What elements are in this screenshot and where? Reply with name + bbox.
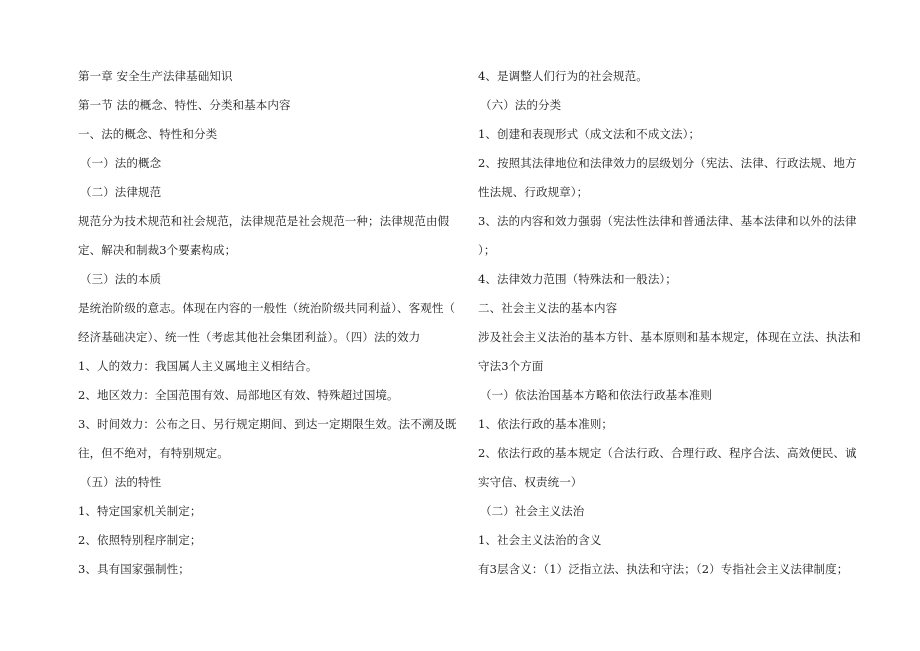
paragraph-line: 有3层含义：（1）泛指立法、执法和守法；（2）专指社会主义法律制度； — [478, 562, 849, 576]
paragraph-line: 定、解决和制裁3个要素构成； — [78, 243, 237, 257]
list-item: 2、依照特别程序制定； — [78, 533, 202, 547]
right-column — [478, 62, 863, 584]
paragraph-line: 守法3个方面 — [478, 359, 544, 373]
list-item: 3、具有国家强制性； — [78, 562, 190, 576]
paragraph-line: ）； — [478, 243, 496, 257]
list-item: 1、特定国家机关制定； — [78, 504, 202, 518]
paragraph-line: 涉及社会主义法治的基本方针、基本原则和基本规定，体现在立法、执法和 — [478, 330, 861, 344]
list-item: 1、人的效力：我国属人主义属地主义相结合。 — [78, 359, 318, 373]
list-item: 3、时间效力：公布之日、另行规定期间、到达一定期限生效。法不溯及既 — [78, 417, 457, 431]
item-heading: （二）社会主义法治 — [480, 504, 585, 518]
item-heading: （一）依法治国基本方略和依法行政基本准则 — [480, 388, 712, 402]
list-item: 1、创建和表现形式（成文法和不成文法）； — [478, 127, 701, 141]
item-heading: （一）法的概念 — [80, 156, 162, 170]
section-title: 第一节 法的概念、特性、分类和基本内容 — [78, 98, 291, 112]
list-item: 2、地区效力：全国范围有效、局部地区有效、特殊超过国境。 — [78, 388, 399, 402]
paragraph-line: 是统治阶级的意志。体现在内容的一般性（统治阶级共同利益）、客观性（ — [78, 301, 456, 315]
list-item: 2、依法行政的基本规定（合法行政、合理行政、程序合法、高效便民、诚 — [478, 446, 857, 460]
item-heading: （三）法的本质 — [80, 272, 162, 286]
list-item: 4、法律效力范围（特殊法和一般法）； — [478, 272, 677, 286]
item-heading: （五）法的特性 — [80, 475, 162, 489]
subsection-heading: 一、法的概念、特性和分类 — [78, 127, 218, 141]
item-heading: （六）法的分类 — [480, 98, 562, 112]
list-item: 2、按照其法律地位和法律效力的层级划分（宪法、法律、行政法规、地方 — [478, 156, 857, 170]
item-heading: （二）法律规范 — [80, 185, 162, 199]
list-item: 1、社会主义法治的含义 — [478, 533, 602, 547]
list-item: 3、法的内容和效力强弱（宪法性法律和普通法律、基本法律和以外的法律 — [478, 214, 857, 228]
paragraph-line: 规范分为技术规范和社会规范，法律规范是社会规范一种；法律规范由假 — [78, 214, 450, 228]
paragraph-line: 实守信、权责统一） — [478, 475, 583, 489]
list-item: 4、是调整人们行为的社会规范。 — [478, 69, 648, 83]
paragraph-line: 经济基础决定）、统一性（考虑其他社会集团利益）。（四）法的效力 — [78, 330, 421, 344]
subsection-heading: 二、社会主义法的基本内容 — [478, 301, 618, 315]
left-column — [78, 62, 463, 584]
paragraph-line: 往，但不绝对，有特别规定。 — [78, 446, 229, 460]
paragraph-line: 性法规、行政规章）； — [478, 185, 589, 199]
list-item: 1、依法行政的基本准则； — [478, 417, 614, 431]
chapter-title: 第一章 安全生产法律基础知识 — [78, 69, 233, 83]
